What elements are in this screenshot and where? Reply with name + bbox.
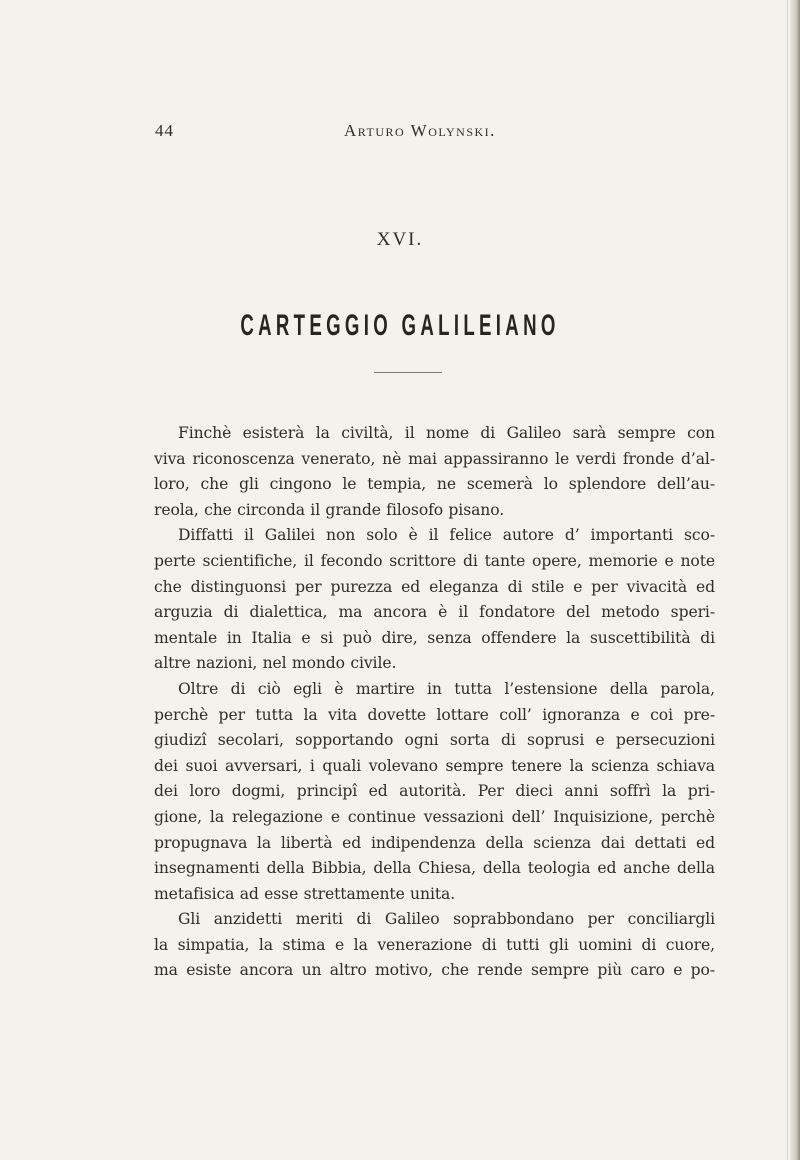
paragraph-1-line: loro, che gli cingono le tempia, ne scemerà lo splendore dell’au- — [154, 475, 715, 494]
paragraph-2-line: che distinguonsi per purezza ed eleganza di stile e per vivacità ed — [154, 577, 715, 596]
paragraph-3-line: dei suoi avversari, i quali volevano sempre tenere la scienza schiava — [154, 756, 715, 775]
paragraph-2-line: altre nazioni, nel mondo civile. — [154, 654, 397, 673]
paragraph-3-line: dei loro dogmi, principî ed autorità. Per dieci anni soffrì la pri- — [154, 782, 715, 801]
paragraph-3-line: giudizî secolari, sopportando ogni sorta di soprusi e persecuzioni — [154, 731, 715, 750]
running-head-author: Arturo Wolynski. — [344, 121, 496, 140]
paragraph-4-line: Gli anzidetti meriti di Galileo soprabbondano per conciliargli — [178, 910, 715, 929]
paragraph-3-line: gione, la relegazione e continue vessazioni dell’ Inquisizione, perchè — [154, 807, 715, 826]
page-number: 44 — [155, 121, 174, 140]
paragraph-2-line: Diffatti il Galilei non solo è il felice autore d’ importanti sco- — [178, 526, 715, 545]
paragraph-2-line: arguzia di dialettica, ma ancora è il fondatore del metodo speri- — [154, 603, 715, 622]
paragraph-3-line: insegnamenti della Bibbia, della Chiesa, della teologia ed anche della — [154, 859, 715, 878]
paragraph-2-line: mentale in Italia e si può dire, senza offendere la suscettibilità di — [154, 628, 715, 647]
paragraph-4-line: la simpatia, la stima e la venerazione di tutti gli uomini di cuore, — [154, 935, 715, 954]
section-title: CARTEGGIO GALILEIANO — [240, 309, 560, 342]
running-head — [155, 121, 715, 145]
body-text — [154, 421, 715, 984]
paragraph-3-line: Oltre di ciò egli è martire in tutta l’estensione della parola, — [178, 679, 715, 698]
paragraph-3-line: propugnava la libertà ed indipendenza della scienza dai dettati ed — [154, 833, 715, 852]
page-gutter-line — [787, 0, 788, 1160]
section-number: XVI. — [376, 229, 424, 250]
paragraph-1-line: Finchè esisterà la civiltà, il nome di Galileo sarà sempre con — [178, 424, 715, 442]
paragraph-3-line: perchè per tutta la vita dovette lottare coll’ ignoranza e coi pre- — [154, 705, 715, 724]
paragraph-3-line: metafisica ad esse strettamente unita. — [154, 884, 456, 903]
title-divider-rule — [374, 372, 442, 373]
paragraph-1-line: reola, che circonda il grande filosofo pisano. — [154, 500, 505, 519]
paragraph-1-line: viva riconoscenza venerato, nè mai appassiranno le verdi fronde d’al- — [154, 449, 715, 468]
paragraph-2-line: perte scientifiche, il fecondo scrittore di tante opere, memorie e note — [154, 551, 715, 570]
paragraph-4-line: ma esiste ancora un altro motivo, che rende sempre più caro e po- — [154, 961, 715, 980]
page-edge-shadow — [790, 0, 800, 1160]
